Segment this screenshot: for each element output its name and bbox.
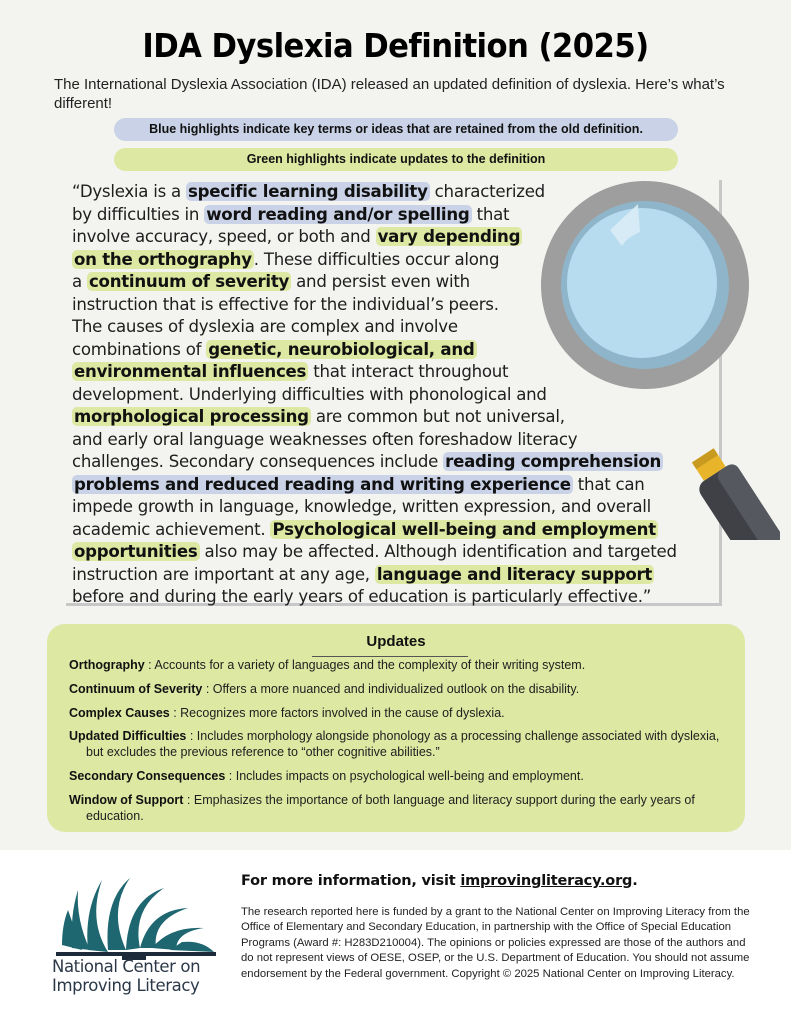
update-desc: : Accounts for a variety of languages and the complexity of their writing system. xyxy=(144,658,586,672)
definition-text: “Dyslexia is a xyxy=(72,182,186,201)
definition-text: that xyxy=(471,204,510,224)
update-item-orthography xyxy=(69,657,729,673)
improvingliteracy-link[interactable]: improvingliteracy.org xyxy=(460,873,633,889)
definition-text: also may be affected. Although identification and targeted xyxy=(199,542,677,561)
intro-text: The International Dyslexia Association (IDA) released an updated definition of dyslexia. Here’s what’s different! xyxy=(54,76,725,112)
definition-line xyxy=(72,429,712,452)
green-highlight: on the orthography xyxy=(74,249,252,269)
definition-line xyxy=(72,249,712,272)
definition-line xyxy=(72,474,712,497)
green-highlight: opportunities xyxy=(74,542,198,561)
definition-line xyxy=(72,181,712,204)
update-term: Complex Causes xyxy=(69,706,170,720)
definition-text: The causes of dyslexia are complex and involve xyxy=(72,317,458,336)
definition-text: that can xyxy=(572,474,645,494)
update-desc: : Includes morphology alongside phonology as a processing challenge associated with dyslexia, but excludes the previous reference to “other cognitive abilities.” xyxy=(86,729,720,759)
more-info-suffix: . xyxy=(632,873,638,889)
definition-text: a xyxy=(72,272,87,291)
update-term: Orthography xyxy=(69,658,145,672)
update-term: Window of Support xyxy=(69,793,184,807)
blue-highlight: word reading and/or spelling xyxy=(206,204,470,224)
update-desc: : Recognizes more factors involved in the cause of dyslexia. xyxy=(169,706,505,720)
definition-quote xyxy=(72,181,712,609)
definition-text: are common but not universal, xyxy=(310,407,565,426)
green-highlight: morphological processing xyxy=(74,407,309,426)
definition-text: development. Underlying difficulties with phonological and xyxy=(72,384,547,404)
logo-line-2: Improving Literacy xyxy=(52,976,200,995)
legend-blue-highlight: Blue highlights indicate key terms or ideas that are retained from the old definition. xyxy=(114,118,678,141)
definition-line xyxy=(72,384,712,407)
more-info-prefix: For more information, visit xyxy=(241,873,461,889)
definition-line xyxy=(72,271,712,294)
ncil-logo-text xyxy=(52,957,232,995)
definition-text: challenges. Secondary consequences include xyxy=(72,452,444,471)
update-item-continuum xyxy=(69,681,729,697)
funding-disclaimer: The research reported here is funded by a grant to the National Center on Improving Literacy from the Office of Elementary and Secondary Education, in partnership with the Office of Special Education Programs (Award #: H283D210004). The opinions or policies expressed are those of the authors and do not represent views of OESE, OSEP, or the U.S. Department of Education. You should not assume endorsement by the Federal government. Copyright © 2025 National Center on Improving Literacy. xyxy=(241,906,750,980)
definition-text: involve accuracy, speed, or both and xyxy=(72,227,376,246)
definition-text: before and during the early years of education is particularly effective.” xyxy=(72,587,652,606)
definition-text: and early oral language weaknesses often foreshadow literacy xyxy=(72,429,578,449)
blue-highlight: specific learning disability xyxy=(187,182,428,201)
definition-text: combinations of xyxy=(72,339,207,359)
definition-line xyxy=(72,586,712,609)
definition-line xyxy=(72,519,712,542)
definition-line xyxy=(72,496,712,519)
update-item-updated-difficulties xyxy=(69,728,729,760)
definition-line xyxy=(72,406,712,429)
legend-green-highlight: Green highlights indicate updates to the definition xyxy=(114,148,678,171)
green-highlight: vary depending xyxy=(377,227,521,246)
logo-line-1: National Center on xyxy=(52,957,201,976)
updates-title: Updates xyxy=(366,633,426,650)
definition-line xyxy=(72,361,712,384)
green-highlight: continuum of severity xyxy=(88,272,290,291)
update-term: Continuum of Severity xyxy=(69,682,203,696)
page-title: IDA Dyslexia Definition (2025) xyxy=(142,26,649,65)
definition-text: instruction are important at any age, xyxy=(72,564,375,584)
definition-line xyxy=(72,339,712,362)
green-highlight: genetic, neurobiological, and xyxy=(208,339,475,359)
definition-text: impede growth in language, knowledge, written expression, and overall xyxy=(72,497,651,516)
definition-line xyxy=(72,564,712,587)
definition-text: . These difficulties occur along xyxy=(253,249,500,269)
definition-text: instruction that is effective for the individual’s peers. xyxy=(72,294,499,314)
green-highlight: environmental influences xyxy=(74,362,307,381)
blue-highlight: problems and reduced reading and writing experience xyxy=(74,474,571,494)
definition-line xyxy=(72,226,712,249)
green-highlight: Psychological well-being and employment xyxy=(272,519,656,539)
definition-text: characterized xyxy=(429,182,545,201)
more-info xyxy=(241,873,761,889)
update-desc: : Emphasizes the importance of both language and literacy support during the early years of education. xyxy=(86,793,695,823)
definition-line xyxy=(72,451,712,474)
update-desc: : Includes impacts on psychological well-being and employment. xyxy=(225,769,584,783)
definition-text: by difficulties in xyxy=(72,204,205,224)
definition-text: that interact throughout xyxy=(308,362,509,381)
definition-text: and persist even with xyxy=(291,272,470,291)
definition-line xyxy=(72,204,712,227)
definition-line xyxy=(72,316,712,339)
definition-line xyxy=(72,294,712,317)
update-item-window-of-support xyxy=(69,792,729,824)
blue-highlight: reading comprehension xyxy=(445,452,662,471)
green-highlight: language and literacy support xyxy=(376,564,653,584)
update-term: Secondary Consequences xyxy=(69,769,226,783)
updates-panel xyxy=(47,624,745,832)
update-item-secondary-consequences xyxy=(69,768,729,784)
update-item-complex-causes xyxy=(69,705,729,721)
update-desc: : Offers a more nuanced and individualized outlook on the disability. xyxy=(202,682,580,696)
update-term: Updated Difficulties xyxy=(69,729,187,743)
definition-line xyxy=(72,541,712,564)
definition-text: academic achievement. xyxy=(72,519,271,539)
